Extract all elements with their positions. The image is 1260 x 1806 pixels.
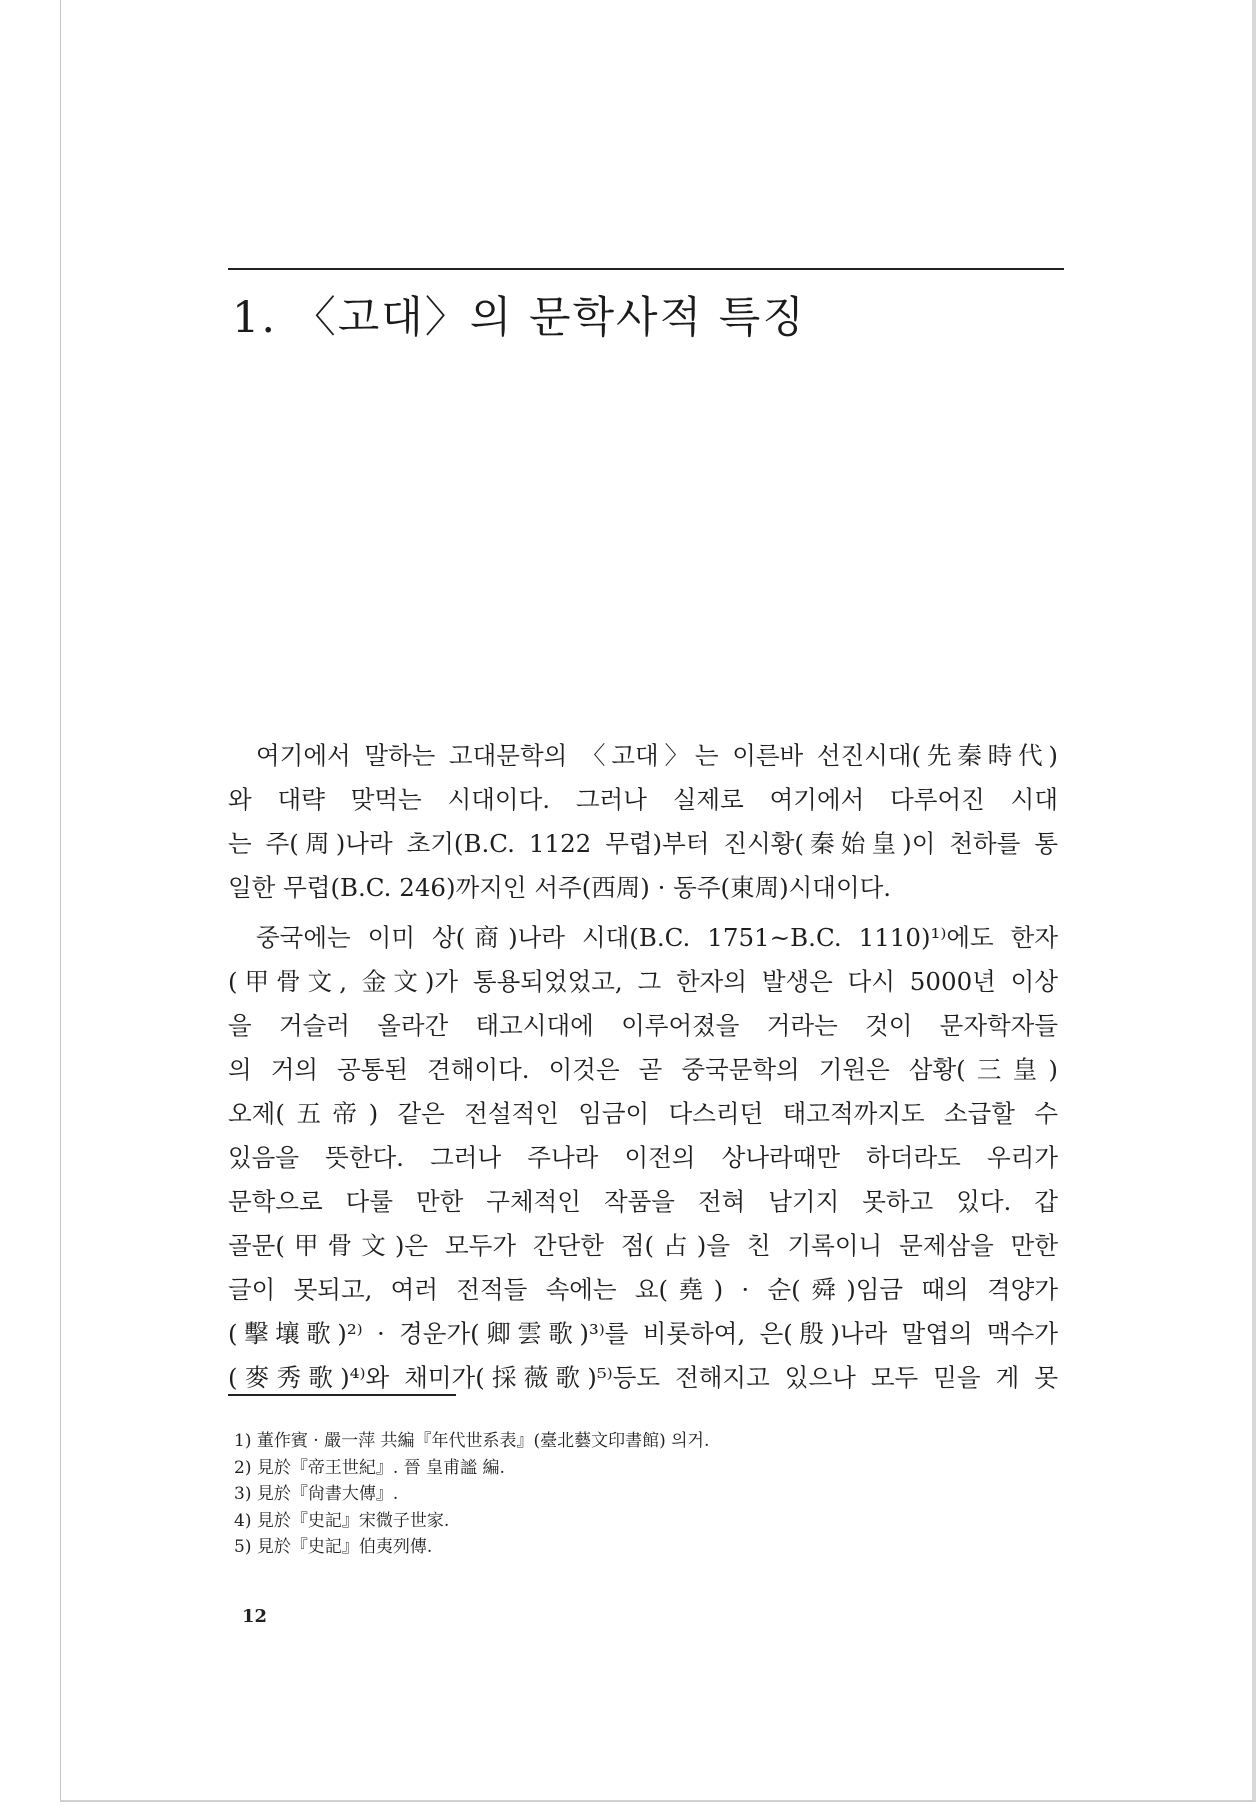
text-line: 문학으로 다룰 만한 구체적인 작품을 전혀 남기지 못하고 있다. 갑 <box>228 1187 1058 1216</box>
footnote: 1) 董作賓 · 嚴一萍 共編『年代世系表』(臺北藝文印書館) 의거. <box>234 1431 710 1451</box>
text-line: 는 주(周)나라 초기(B.C. 1122 무렵)부터 진시황(秦始皇)이 천하를 통 <box>228 829 1058 858</box>
body-text <box>228 734 1058 1400</box>
text-line: 을 거슬러 올라간 태고시대에 이루어졌을 거라는 것이 문자학자들 <box>228 1011 1058 1040</box>
text-line: 글이 못되고, 여러 전적들 속에는 요(堯) · 순(舜)임금 때의 격양가 <box>228 1275 1058 1304</box>
text-line: 의 거의 공통된 견해이다. 이것은 곧 중국문학의 기원은 삼황(三皇) <box>228 1055 1058 1084</box>
chapter-title-rule <box>228 268 1064 270</box>
text-line: 여기에서 말하는 고대문학의 〈고대〉는 이른바 선진시대(先秦時代) <box>256 741 1058 770</box>
text-line: (擊壤歌)²⁾ · 경운가(卿雲歌)³⁾를 비롯하여, 은(殷)나라 말엽의 맥수가 <box>228 1319 1058 1348</box>
footnote: 4) 見於『史記』宋微子世家. <box>234 1510 450 1531</box>
text-line: 중국에는 이미 상(商)나라 시대(B.C. 1751~B.C. 1110)¹⁾에도 한자 <box>256 923 1058 952</box>
text-line: 있음을 뜻한다. 그러나 주나라 이전의 상나라때만 하더라도 우리가 <box>228 1143 1058 1172</box>
text-line: 일한 무렵(B.C. 246)까지인 서주(西周) · 동주(東周)시대이다. <box>228 873 892 902</box>
footnote-rule <box>228 1394 456 1396</box>
footnotes <box>234 1428 709 1561</box>
text-line: (麥秀歌)⁴⁾와 채미가(採薇歌)⁵⁾등도 전해지고 있으나 모두 믿을 게 못 <box>228 1363 1058 1392</box>
footnote: 3) 見於『尙書大傳』. <box>234 1484 399 1504</box>
paragraph-1 <box>228 734 1058 910</box>
text-line: 골문(甲骨文)은 모두가 간단한 점(占)을 친 기록이니 문제삼을 만한 <box>228 1231 1058 1260</box>
page-number: 12 <box>242 1606 268 1627</box>
text-line: 오제(五帝) 같은 전설적인 임금이 다스리던 태고적까지도 소급할 수 <box>228 1099 1058 1128</box>
footnote: 2) 見於『帝王世紀』. 晉 皇甫謐 編. <box>234 1457 505 1478</box>
chapter-title: 1. 〈고대〉의 문학사적 특징 <box>232 293 806 343</box>
footnote: 5) 見於『史記』伯夷列傳. <box>234 1537 433 1557</box>
text-line: (甲骨文, 金文)가 통용되었었고, 그 한자의 발생은 다시 5000년 이상 <box>228 967 1058 996</box>
text-line: 와 대략 맞먹는 시대이다. 그러나 실제로 여기에서 다루어진 시대 <box>228 785 1058 814</box>
paragraph-2 <box>228 916 1058 1400</box>
